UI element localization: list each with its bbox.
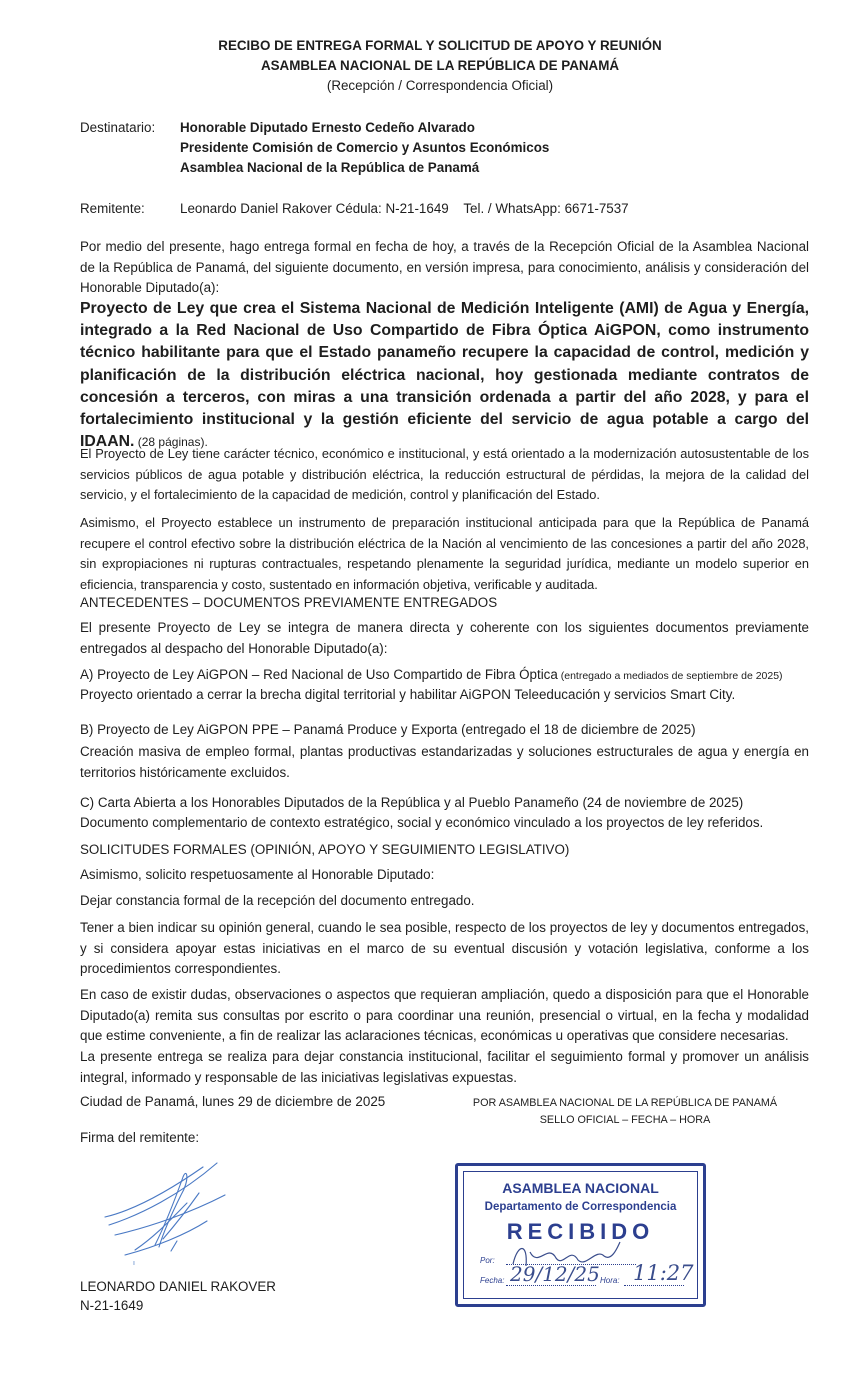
sender-details: Leonardo Daniel Rakover Cédula: N-21-1649 Tel. / WhatsApp: 6671-7537: [180, 201, 629, 216]
sender-label: Remitente:: [80, 201, 145, 216]
stamp-hora-value: 11:27: [633, 1261, 694, 1285]
handwritten-signature: [95, 1155, 245, 1270]
recipient-label: Destinatario:: [80, 120, 156, 135]
item-a-title: A) Proyecto de Ley AiGPON – Red Nacional de Uso Compartido de Fibra Óptica: [80, 667, 558, 682]
instrument-paragraph: Asimismo, el Proyecto establece un instrumento de preparación institucional anticipada para que la República de Panamá recupere el control efectivo sobre la distribución eléctrica de la Nación al vencimiento de las concesiones a partir del año 2028, sin expropiaciones ni rupturas contractuales, respetando plenamente la seguridad jurídica, mediante un modelo superior en eficiencia, transparencia y costo, sustentado en información objetiva, verificable y auditada.: [80, 515, 809, 592]
stamp-caption-1: POR ASAMBLEA NACIONAL DE LA REPÚBLICA DE PANAMÁ: [472, 1097, 778, 1109]
item-c-description: Documento complementario de contexto estratégico, social y económico vinculado a los proyectos de ley referidos.: [80, 815, 764, 830]
recipient-institution: Asamblea Nacional de la República de Panamá: [180, 160, 480, 175]
place-date: Ciudad de Panamá, lunes 29 de diciembre de 2025: [80, 1094, 386, 1109]
project-pages: (28 páginas).: [134, 435, 208, 450]
character-paragraph: El Proyecto de Ley tiene carácter técnico, económico e institucional, y está orientado a la modernización autosustentable de los servicios públicos de agua potable y distribución eléctrica, la reducción estructural de pérdidas, la mejora de la calidad del servicio, y el fortalecimiento de la capacidad de medición, control y planificación del Estado.: [80, 446, 809, 502]
stamp-line3: RECIBIDO: [506, 1219, 655, 1244]
document-subtitle: (Recepción / Correspondencia Oficial): [326, 78, 554, 93]
stamp-por-label: Por:: [480, 1256, 495, 1265]
request-3: En caso de existir dudas, observaciones o aspectos que requieran ampliación, quedo a disposición para que el Honorable Diputado(a) remita sus consultas por escrito o para coordinar una reunión, presencial o virtual, en la fecha y modalidad que estime conveniente, a fin de realizar las aclaraciones técnicas, económicas u operativas que considere necesarias.: [80, 987, 809, 1043]
item-a-note: (entregado a mediados de septiembre de 2025): [557, 670, 783, 682]
official-reception-stamp: [455, 1163, 706, 1307]
item-a-title-line: [80, 667, 783, 682]
item-a-description: Proyecto orientado a cerrar la brecha digital territorial y habilitar AiGPON Teleeducación y servicios Smart City.: [80, 687, 736, 702]
project-title-block: [80, 298, 809, 453]
signer-name: LEONARDO DANIEL RAKOVER: [80, 1279, 276, 1294]
item-b-title: B) Proyecto de Ley AiGPON PPE – Panamá Produce y Exporta (entregado el 18 de diciembre de 2025): [80, 722, 696, 737]
antecedentes-heading: ANTECEDENTES – DOCUMENTOS PREVIAMENTE ENTREGADOS: [80, 595, 498, 610]
recipient-position: Presidente Comisión de Comercio y Asuntos Económicos: [180, 140, 550, 155]
signature-label: Firma del remitente:: [80, 1130, 200, 1145]
project-title: Proyecto de Ley que crea el Sistema Nacional de Medición Inteligente (AMI) de Agua y Energía, integrado a la Red Nacional de Uso Compartido de Fibra Óptica AiGPON, como instrumento técnico habilitante para que el Estado panameño recupere la capacidad de control, medición y planificación de la distribución eléctrica nacional, hoy gestionada mediante contratos de concesión a terceros, con miras a una transición ordenada a partir del año 2028, y para el fortalecimiento institucional y la gestión eficiente del servicio de agua potable a cargo del IDAAN.: [80, 300, 809, 451]
document-title-line1: RECIBO DE ENTREGA FORMAL Y SOLICITUD DE APOYO Y REUNIÓN: [218, 38, 662, 53]
request-1: Dejar constancia formal de la recepción del documento entregado.: [80, 893, 475, 908]
antecedentes-intro: El presente Proyecto de Ley se integra de manera directa y coherente con los siguientes documentos previamente entregados al despacho del Honorable Diputado(a):: [80, 620, 809, 656]
intro-paragraph: Por medio del presente, hago entrega formal en fecha de hoy, a través de la Recepción Oficial de la Asamblea Nacional de la República de Panamá, del siguiente documento, en versión impresa, para conocimiento, análisis y consideración del Honorable Diputado(a):: [80, 239, 809, 295]
closing-paragraph: La presente entrega se realiza para dejar constancia institucional, facilitar el seguimiento formal y promover un análisis integral, informado y responsable de las iniciativas legislativas expuestas.: [80, 1049, 809, 1085]
recipient-name: Honorable Diputado Ernesto Cedeño Alvarado: [180, 120, 475, 135]
solicitudes-heading: SOLICITUDES FORMALES (OPINIÓN, APOYO Y SEGUIMIENTO LEGISLATIVO): [80, 842, 570, 857]
item-b-description: Creación masiva de empleo formal, plantas productivas estandarizadas y soluciones estructurales de agua y energía en territorios históricamente excluidos.: [80, 744, 809, 780]
stamp-fecha-label: Fecha:: [480, 1276, 505, 1285]
document-title-line2: ASAMBLEA NACIONAL DE LA REPÚBLICA DE PANAMÁ: [260, 58, 620, 73]
stamp-hora-label: Hora:: [600, 1276, 620, 1285]
solicitudes-intro: Asimismo, solicito respetuosamente al Honorable Diputado:: [80, 867, 435, 882]
signer-id: N-21-1649: [80, 1298, 144, 1313]
item-c-title: C) Carta Abierta a los Honorables Diputados de la República y al Pueblo Panameño (24 de noviembre de 2025): [80, 795, 744, 810]
stamp-line1: ASAMBLEA NACIONAL: [502, 1180, 659, 1196]
request-2: Tener a bien indicar su opinión general, cuando le sea posible, respecto de los proyectos de ley y documentos entregados, y si considera apoyar estas iniciativas en el marco de su eventual discusión y votación legislativa, conforme a los procedimientos correspondientes.: [80, 920, 809, 976]
stamp-line2: Departamento de Correspondencia: [484, 1201, 677, 1213]
stamp-fecha-value: 29/12/25: [510, 1262, 600, 1286]
svg-text:ı: ı: [133, 1260, 135, 1267]
stamp-caption-2: SELLO OFICIAL – FECHA – HORA: [539, 1114, 711, 1126]
